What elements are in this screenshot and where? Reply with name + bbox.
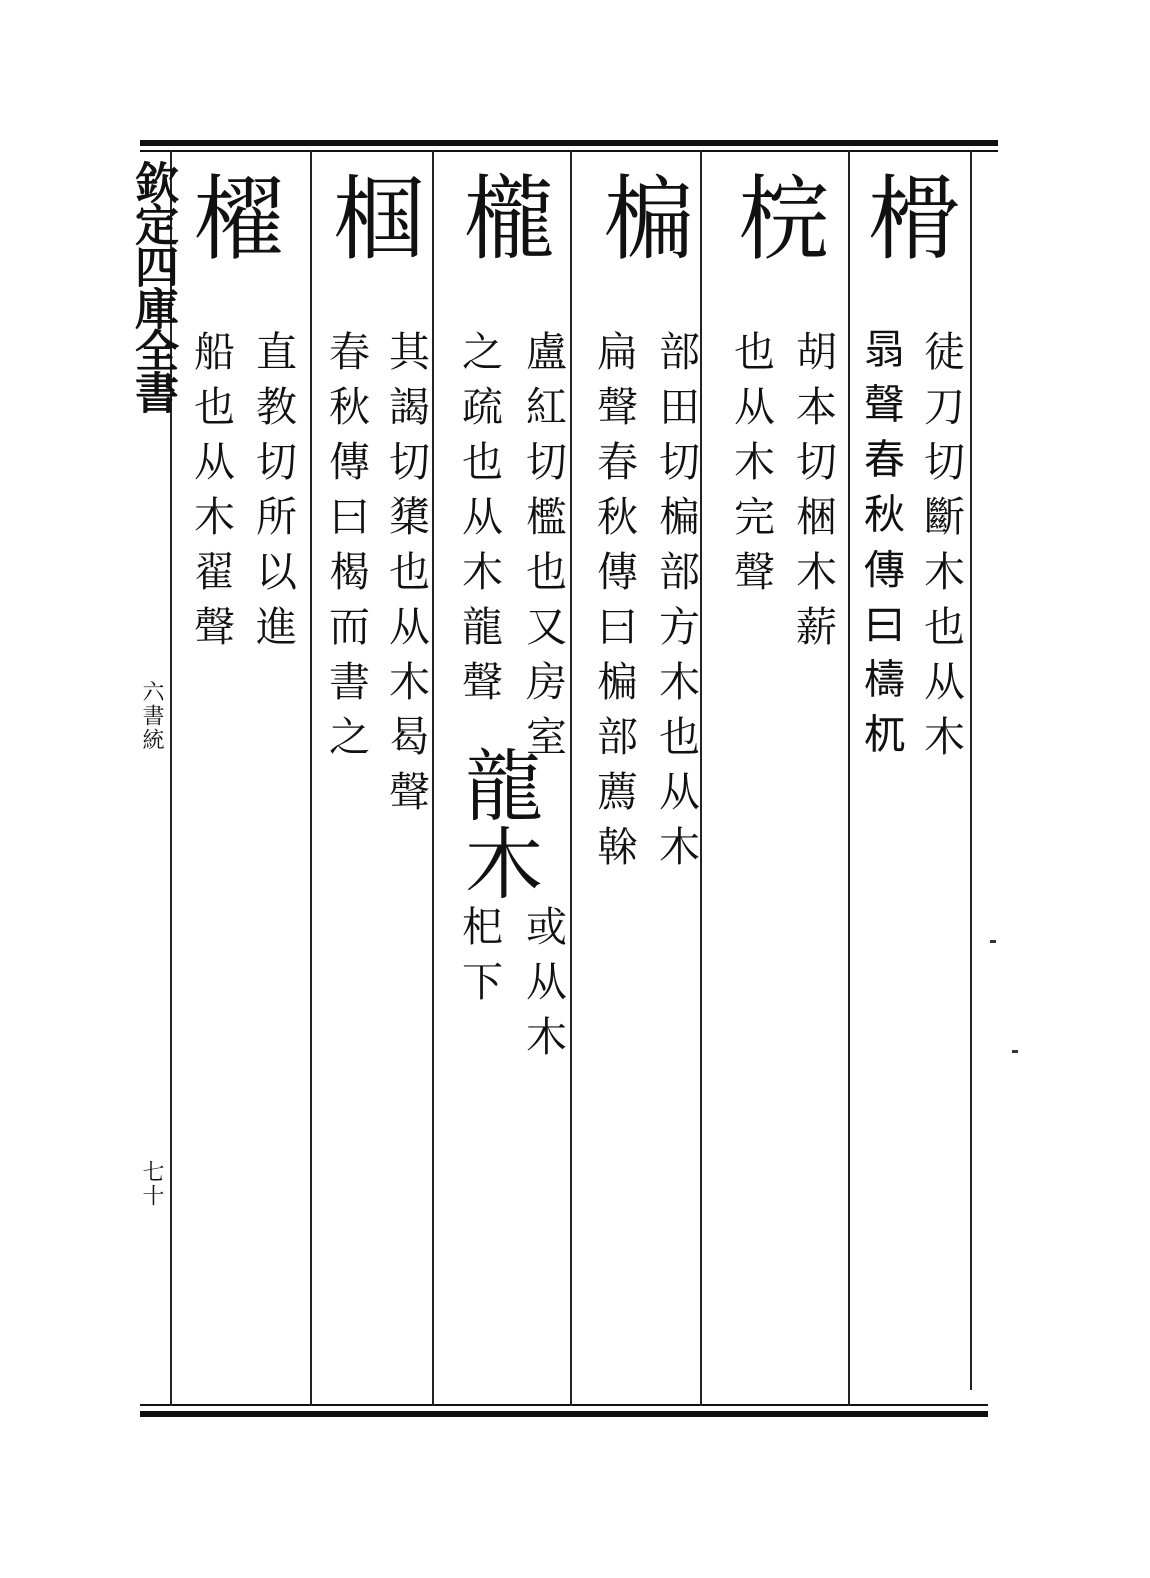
page-mark bbox=[1012, 1050, 1018, 1053]
seal-character: 櫳 bbox=[448, 170, 555, 266]
seal-character: 楄 bbox=[588, 170, 695, 266]
variant-gloss-line: 或从木 bbox=[519, 905, 567, 1070]
page-mark bbox=[990, 940, 996, 943]
gloss-line: 船也从木翟聲 bbox=[187, 330, 235, 660]
column-divider bbox=[310, 150, 312, 1406]
top-border-thin bbox=[140, 150, 998, 152]
column-divider bbox=[570, 150, 572, 1406]
bottom-border-thick bbox=[140, 1411, 988, 1417]
gloss-line: 直教切所以進 bbox=[249, 330, 297, 660]
seal-character: 梡 bbox=[723, 170, 830, 266]
variant-seal-character: 龍木 bbox=[452, 745, 542, 901]
gloss-line: 扁聲春秋傳曰楄部薦榦 bbox=[590, 330, 638, 880]
gloss-line: 之疏也从木龍聲 bbox=[455, 330, 503, 715]
gloss-line: 春秋傳曰楬而書之 bbox=[322, 330, 370, 770]
column-divider bbox=[700, 150, 702, 1406]
gloss-line: 胡本切梱木薪 bbox=[789, 330, 837, 660]
gloss-line: 其謁切橥也从木曷聲 bbox=[382, 330, 430, 825]
bottom-border-thin bbox=[140, 1404, 988, 1406]
column-divider bbox=[432, 150, 434, 1406]
seal-character: 椢 bbox=[318, 170, 425, 266]
gloss-line: 徒刀切斷木也从木 bbox=[917, 330, 965, 770]
variant-gloss-line: 𣏌下 bbox=[455, 905, 503, 1015]
column-divider bbox=[970, 150, 972, 1390]
top-border-thick bbox=[140, 140, 998, 146]
margin-title: 欽定四庫全書 bbox=[127, 160, 178, 412]
margin-book-title: 六書統 bbox=[139, 680, 164, 752]
margin-page-number: 七十 bbox=[139, 1160, 164, 1208]
seal-character: 櫂 bbox=[178, 170, 285, 266]
column-divider bbox=[848, 150, 850, 1406]
gloss-line: 盧紅切檻也又房室 bbox=[519, 330, 567, 770]
gloss-line: 也从木完聲 bbox=[727, 330, 775, 605]
gloss-line: 部田切楄部方木也从木 bbox=[652, 330, 700, 880]
gloss-line: 𦐇聲春秋傳曰檮杌 bbox=[859, 330, 907, 770]
seal-character: 榾 bbox=[853, 170, 960, 266]
